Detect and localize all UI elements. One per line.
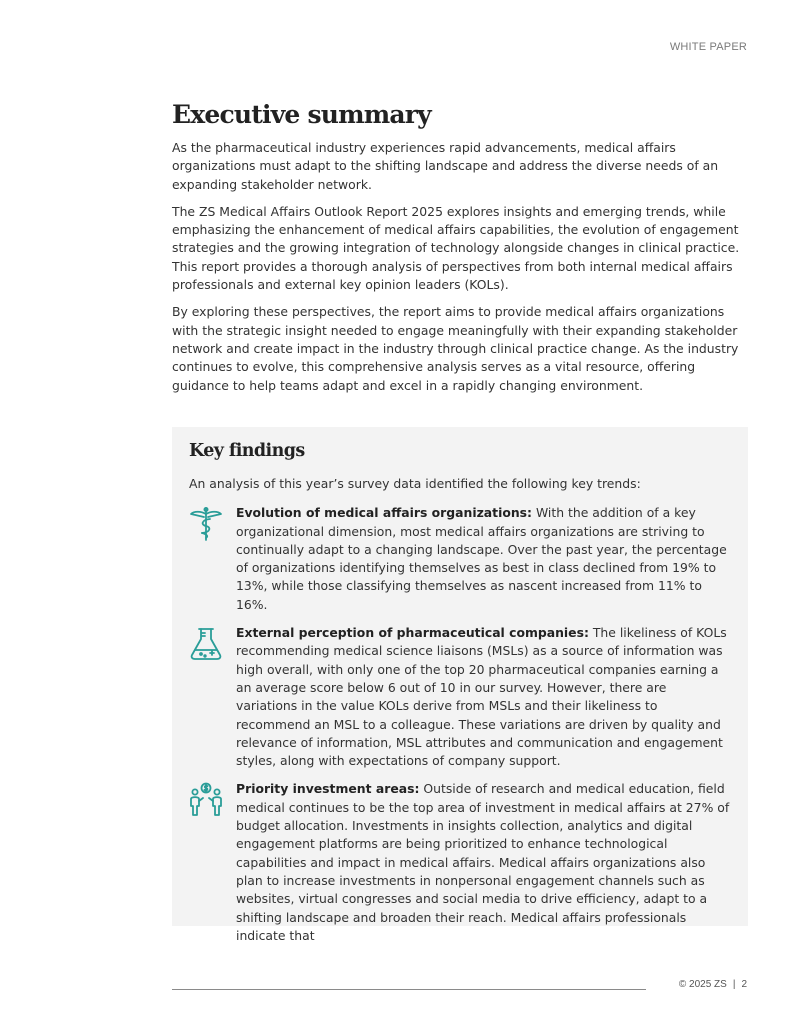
caduceus-icon	[189, 504, 236, 614]
finding-item	[189, 780, 731, 945]
finding-item	[189, 624, 731, 770]
copyright: © 2025 ZS	[678, 979, 727, 990]
header-label: WHITE PAPER	[669, 41, 747, 53]
page-title: Executive summary	[172, 100, 431, 129]
summary-paragraph: As the pharmaceutical industry experiences rapid advancements, medical affairs organizations must adapt to the shifting landscape and address the diverse needs of an expanding stakeholder network.	[172, 140, 719, 192]
finding-body: Outside of research and medical education, field medical continues to be the top area of investment in medical affairs at 27% of budget allocation. Investments in insights collection, analytics and digital engagement platforms are being prioritized to enhance technological capabilities and impact in medical affairs. Medical affairs organizations also plan to increase investments in nonpersonal engagement channels such as websites, virtual congresses and social media to drive efficiency, adapt to a shifting landscape and broaden their reach. Medical affairs professionals indicate that	[236, 781, 730, 943]
page-number: 2	[741, 979, 747, 990]
summary-paragraph: The ZS Medical Affairs Outlook Report 2025 explores insights and emerging trends, while emphasizing the enhancement of medical affairs capabilities, the evolution of engagement strategies and the growing integration of technology alongside changes in clinical practice. This report provides a thorough analysis of perspectives from both internal medical affairs professionals and external key opinion leaders (KOLs).	[172, 203, 740, 293]
finding-text	[236, 504, 731, 614]
key-findings-box	[172, 427, 748, 943]
finding-body: The likeliness of KOLs recommending medical science liaisons (MSLs) as a source of information was high overall, with only one of the top 20 pharmaceutical companies earning a an average score below 6 out of 10 in our survey. However, there are variations in the value KOLs derive from MSLs and their likeliness to recommend an MSL to a colleague. These variations are driven by quality and relevance of information, MSL attributes and communication and engagement styles, along with expectations of company support.	[236, 625, 727, 769]
finding-item	[189, 504, 731, 614]
executive-summary-section	[172, 100, 748, 404]
finding-heading: Priority investment areas:	[236, 781, 420, 797]
footer-divider	[172, 989, 646, 990]
people-investment-icon	[189, 780, 236, 945]
footer-separator: |	[732, 979, 736, 990]
flask-icon	[189, 624, 236, 770]
finding-text	[236, 780, 731, 945]
finding-heading: Evolution of medical affairs organizations:	[236, 505, 532, 521]
finding-body: With the addition of a key organizational dimension, most medical affairs organizations are striving to continually adapt to a changing landscape. Over the past year, the percentage of organizations identifying themselves as best in class declined from 19% to 13%, while those classifying themselves as nascent increased from 11% to 16%.	[236, 505, 727, 612]
finding-text	[236, 624, 731, 770]
finding-heading: External perception of pharmaceutical companies:	[236, 625, 589, 641]
key-findings-title: Key findings	[189, 441, 305, 461]
summary-paragraph: By exploring these perspectives, the report aims to provide medical affairs organizations with the strategic insight needed to engage meaningfully with their expanding stakeholder network and create impact in the industry through clinical practice change. As the industry continues to evolve, this comprehensive analysis serves as a vital resource, offering guidance to help teams adapt and excel in a rapidly changing environment.	[172, 304, 739, 393]
footer	[679, 979, 747, 990]
key-findings-intro: An analysis of this year’s survey data identified the following key trends:	[189, 476, 641, 491]
